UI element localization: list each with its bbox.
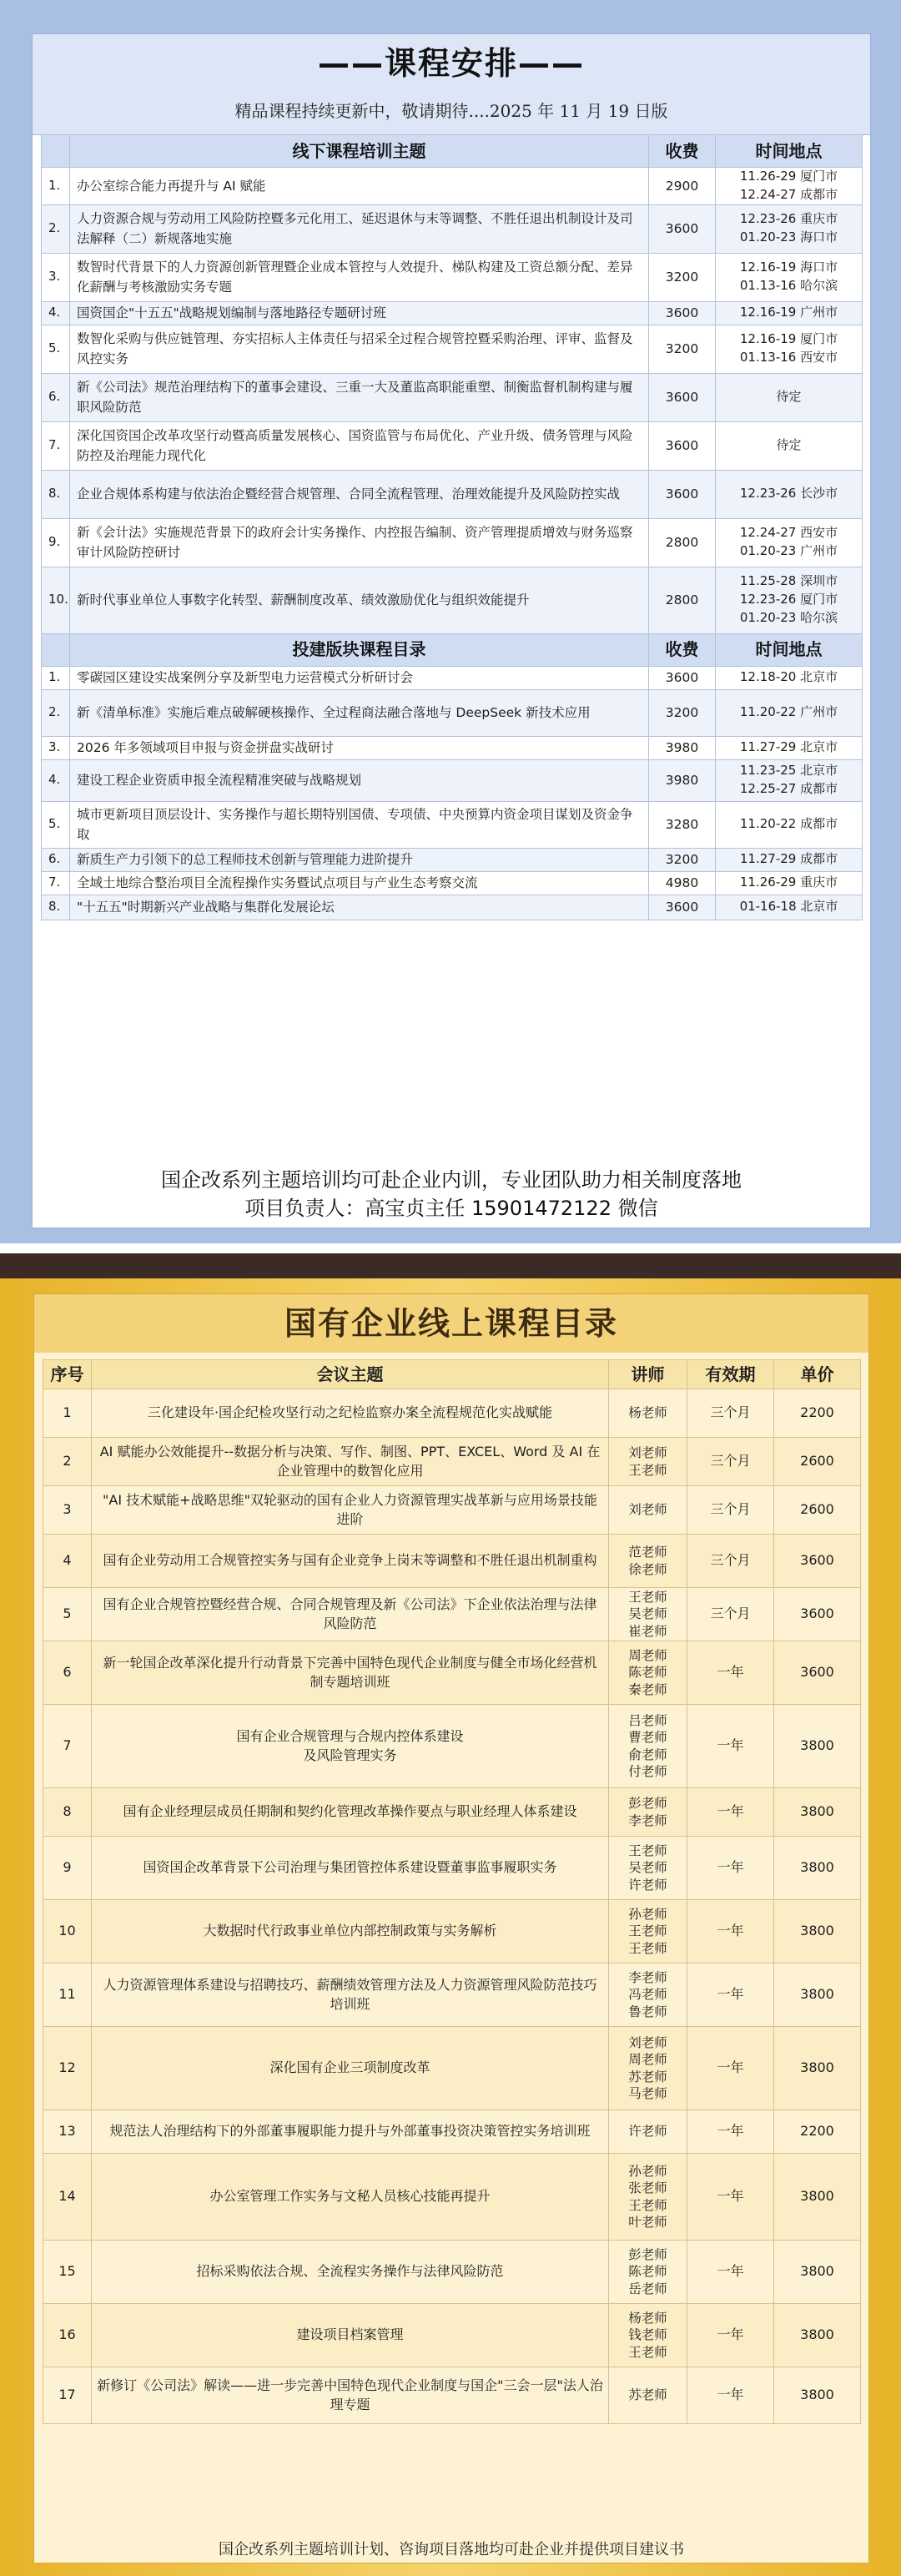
course-topic: 人力资源合规与劳动用工风险防控暨多元化用工、延迟退休与末等调整、不胜任退出机制设计及司法解释（二）新规落地实施 (70, 204, 649, 253)
course-fee: 3600 (649, 421, 716, 470)
online-lecturer: 周老师 陈老师 秦老师 (609, 1641, 687, 1705)
course-fee: 3280 (649, 801, 716, 848)
header-no: 序号 (43, 1360, 92, 1389)
online-price: 2600 (774, 1486, 861, 1535)
online-number: 9 (43, 1837, 92, 1900)
online-validity: 一年 (687, 1964, 774, 2027)
online-topic: AI 赋能办公效能提升--数据分析与决策、写作、制图、PPT、EXCEL、Word 及 AI 在企业管理中的数智化应用 (92, 1438, 609, 1486)
header-topic: 会议主题 (92, 1360, 609, 1389)
course-fee: 3200 (649, 848, 716, 871)
online-lecturer: 刘老师 周老师 苏老师 马老师 (609, 2027, 687, 2110)
online-topic: 国有企业经理层成员任期制和契约化管理改革操作要点与职业经理人体系建设 (92, 1788, 609, 1837)
online-price: 3800 (774, 2304, 861, 2367)
online-topic: 规范法人治理结构下的外部董事履职能力提升与外部董事投资决策管控实务培训班 (92, 2110, 609, 2154)
header-topic: 线下课程培训主题 (70, 135, 649, 168)
schedule-panel (0, 0, 901, 1243)
online-number: 1 (43, 1389, 92, 1438)
course-time-place: 11.25-28 深圳市 12.23-26 厦门市 01.20-23 哈尔滨 (716, 567, 863, 633)
online-price: 2200 (774, 1389, 861, 1438)
course-row[interactable] (42, 421, 863, 470)
online-topic: 三化建设年·国企纪检攻坚行动之纪检监察办案全流程规范化实战赋能 (92, 1389, 609, 1438)
course-topic: 深化国资国企改革攻坚行动暨高质量发展核心、国资监管与布局优化、产业升级、债务管理与风险防控及治理能力现代化 (70, 421, 649, 470)
course-topic: "十五五"时期新兴产业战略与集群化发展论坛 (70, 895, 649, 920)
online-validity: 三个月 (687, 1486, 774, 1535)
course-row[interactable] (42, 567, 863, 633)
course-fee: 2800 (649, 567, 716, 633)
online-row[interactable] (43, 1588, 861, 1641)
online-lecturer: 许老师 (609, 2110, 687, 2154)
online-lecturer: 彭老师 李老师 (609, 1788, 687, 1837)
course-number: 3. (42, 253, 70, 301)
online-number: 13 (43, 2110, 92, 2154)
course-row[interactable] (42, 301, 863, 325)
course-row[interactable] (42, 325, 863, 373)
online-price: 3800 (774, 1788, 861, 1837)
course-topic: 城市更新项目顶层设计、实务操作与超长期特别国债、专项债、中央预算内资金项目谋划及资金争取 (70, 801, 649, 848)
course-fee: 2900 (649, 168, 716, 205)
online-lecturer: 苏老师 (609, 2367, 687, 2424)
course-row[interactable] (42, 373, 863, 421)
course-number: 7. (42, 421, 70, 470)
online-row[interactable] (43, 2110, 861, 2154)
header-lecturer: 讲师 (609, 1360, 687, 1389)
course-time-place: 12.24-27 西安市 01.20-23 广州市 (716, 518, 863, 567)
course-fee: 3600 (649, 666, 716, 689)
online-lecturer: 刘老师 王老师 (609, 1438, 687, 1486)
online-topic: 招标采购依法合规、全流程实务操作与法律风险防范 (92, 2241, 609, 2304)
online-validity: 三个月 (687, 1438, 774, 1486)
course-time-place: 12.23-26 重庆市 01.20-23 海口市 (716, 204, 863, 253)
online-lecturer: 杨老师 钱老师 王老师 (609, 2304, 687, 2367)
course-fee: 3980 (649, 759, 716, 801)
online-price: 2200 (774, 2110, 861, 2154)
course-row[interactable] (42, 666, 863, 689)
header-blank (42, 135, 70, 168)
course-row[interactable] (42, 895, 863, 920)
online-row[interactable] (43, 1535, 861, 1588)
course-row[interactable] (42, 871, 863, 895)
course-topic: 企业合规体系构建与依法治企暨经营合规管理、合同全流程管理、治理效能提升及风险防控实战 (70, 470, 649, 518)
course-topic: 国资国企"十五五"战略规划编制与落地路径专题研讨班 (70, 301, 649, 325)
schedule-subtitle: 精品课程持续更新中，敬请期待....2025 年 11 月 19 日版 (234, 101, 668, 121)
course-number: 10. (42, 567, 70, 633)
online-validity: 一年 (687, 1900, 774, 1964)
course-number: 4. (42, 759, 70, 801)
course-fee: 4980 (649, 871, 716, 895)
course-topic: 新《清单标准》实施后难点破解硬核操作、全过程商法融合落地与 DeepSeek 新技术应用 (70, 689, 649, 736)
online-validity: 一年 (687, 1788, 774, 1837)
course-topic: 建设工程企业资质申报全流程精准突破与战略规划 (70, 759, 649, 801)
course-row[interactable] (42, 689, 863, 736)
online-number: 4 (43, 1535, 92, 1588)
online-price: 3600 (774, 1588, 861, 1641)
course-fee: 3600 (649, 204, 716, 253)
online-price: 3800 (774, 1900, 861, 1964)
course-time-place: 12.18-20 北京市 (716, 666, 863, 689)
online-row[interactable] (43, 1438, 861, 1486)
online-price: 3800 (774, 1837, 861, 1900)
online-price: 3800 (774, 2241, 861, 2304)
course-time-place: 11.20-22 成都市 (716, 801, 863, 848)
course-time-place: 12.16-19 广州市 (716, 301, 863, 325)
course-time-place: 待定 (716, 373, 863, 421)
online-number: 2 (43, 1438, 92, 1486)
online-lecturer: 李老师 冯老师 鲁老师 (609, 1964, 687, 2027)
online-lecturer: 吕老师 曹老师 俞老师 付老师 (609, 1705, 687, 1788)
online-topic: 办公室管理工作实务与文秘人员核心技能再提升 (92, 2154, 609, 2241)
online-topic: 国有企业劳动用工合规管控实务与国有企业竞争上岗末等调整和不胜任退出机制重构 (92, 1535, 609, 1588)
course-fee: 3200 (649, 253, 716, 301)
online-topic: 深化国有企业三项制度改革 (92, 2027, 609, 2110)
online-number: 6 (43, 1641, 92, 1705)
online-number: 11 (43, 1964, 92, 2027)
course-number: 5. (42, 801, 70, 848)
course-time-place: 12.16-19 厦门市 01.13-16 西安市 (716, 325, 863, 373)
online-row[interactable] (43, 2241, 861, 2304)
course-row[interactable] (42, 848, 863, 871)
course-topic: 新《公司法》规范治理结构下的董事会建设、三重一大及董监高职能重塑、制衡监督机制构建与履职风险防范 (70, 373, 649, 421)
online-panel (0, 1253, 901, 2576)
course-row[interactable] (42, 470, 863, 518)
online-lecturer: 刘老师 (609, 1486, 687, 1535)
online-validity: 一年 (687, 1837, 774, 1900)
course-row[interactable] (42, 518, 863, 567)
online-validity: 一年 (687, 2027, 774, 2110)
online-lecturer: 范老师 徐老师 (609, 1535, 687, 1588)
online-topic: 新修订《公司法》解读——进一步完善中国特色现代企业制度与国企"三会一层"法人治理专题 (92, 2367, 609, 2424)
schedule-header-band (33, 34, 870, 135)
online-row[interactable] (43, 1788, 861, 1837)
course-topic: 数智时代背景下的人力资源创新管理暨企业成本管控与人效提升、梯队构建及工资总额分配、差异化薪酬与考核激励实务专题 (70, 253, 649, 301)
course-topic: 数智化采购与供应链管理、夯实招标人主体责任与招采全过程合规管控暨采购治理、评审、监督及风控实务 (70, 325, 649, 373)
online-row[interactable] (43, 1641, 861, 1705)
online-price: 2600 (774, 1438, 861, 1486)
online-number: 7 (43, 1705, 92, 1788)
course-time-place: 11.26-29 厦门市 12.24-27 成都市 (716, 168, 863, 205)
online-price: 3800 (774, 2027, 861, 2110)
course-fee: 3600 (649, 470, 716, 518)
header-blank (42, 633, 70, 666)
online-topic: 国有企业合规管理与合规内控体系建设 及风险管理实务 (92, 1705, 609, 1788)
online-card (33, 1293, 869, 2563)
online-topic: 国资国企改革背景下公司治理与集团管控体系建设暨董事监事履职实务 (92, 1837, 609, 1900)
course-time-place: 11.23-25 北京市 12.25-27 成都市 (716, 759, 863, 801)
course-fee: 3200 (649, 325, 716, 373)
header-time-place: 时间地点 (716, 633, 863, 666)
course-time-place: 11.26-29 重庆市 (716, 871, 863, 895)
online-number: 3 (43, 1486, 92, 1535)
header-time-place: 时间地点 (716, 135, 863, 168)
online-row[interactable] (43, 1900, 861, 1964)
course-time-place: 01-16-18 北京市 (716, 895, 863, 920)
online-validity: 一年 (687, 2154, 774, 2241)
online-number: 8 (43, 1788, 92, 1837)
course-number: 1. (42, 168, 70, 205)
offline-table-header (42, 135, 863, 168)
online-lecturer: 孙老师 张老师 王老师 叶老师 (609, 2154, 687, 2241)
online-row[interactable] (43, 2367, 861, 2424)
schedule-card (32, 33, 871, 1228)
course-fee: 3200 (649, 689, 716, 736)
online-title: 国有企业线上课程目录 (284, 1305, 618, 1342)
online-number: 14 (43, 2154, 92, 2241)
online-title-band (34, 1294, 868, 1353)
online-lecturer: 王老师 吴老师 许老师 (609, 1837, 687, 1900)
online-validity: 三个月 (687, 1588, 774, 1641)
online-price: 3800 (774, 2154, 861, 2241)
online-lecturer: 彭老师 陈老师 岳老师 (609, 2241, 687, 2304)
online-number: 17 (43, 2367, 92, 2424)
schedule-title: ——课程安排—— (317, 45, 585, 82)
panel-divider (0, 1243, 901, 1253)
course-topic: 新质生产力引领下的总工程师技术创新与管理能力进阶提升 (70, 848, 649, 871)
online-row[interactable] (43, 1705, 861, 1788)
course-number: 7. (42, 871, 70, 895)
course-number: 6. (42, 848, 70, 871)
course-fee: 3600 (649, 373, 716, 421)
course-row[interactable] (42, 759, 863, 801)
online-number: 16 (43, 2304, 92, 2367)
online-lecturer: 孙老师 王老师 王老师 (609, 1900, 687, 1964)
online-validity: 一年 (687, 1641, 774, 1705)
course-topic: 办公室综合能力再提升与 AI 赋能 (70, 168, 649, 205)
course-time-place: 待定 (716, 421, 863, 470)
course-fee: 3600 (649, 301, 716, 325)
course-time-place: 11.27-29 成都市 (716, 848, 863, 871)
schedule-footer-contact: 项目负责人：高宝贞主任 15901472122 微信 (244, 1197, 658, 1220)
course-fee: 2800 (649, 518, 716, 567)
online-price: 3600 (774, 1535, 861, 1588)
online-topic: 大数据时代行政事业单位内部控制政策与实务解析 (92, 1900, 609, 1964)
course-number: 4. (42, 301, 70, 325)
course-number: 1. (42, 666, 70, 689)
online-row[interactable] (43, 1837, 861, 1900)
course-time-place: 12.16-19 海口市 01.13-16 哈尔滨 (716, 253, 863, 301)
course-topic: 新《会计法》实施规范背景下的政府会计实务操作、内控报告编制、资产管理提质增效与财务巡察审计风险防控研讨 (70, 518, 649, 567)
header-validity: 有效期 (687, 1360, 774, 1389)
online-validity: 一年 (687, 2367, 774, 2424)
offline-course-table (41, 134, 863, 920)
online-top-bar (0, 1253, 901, 1278)
online-price: 3800 (774, 2367, 861, 2424)
online-validity: 一年 (687, 1705, 774, 1788)
course-row[interactable] (42, 168, 863, 205)
course-topic: 零碳园区建设实战案例分享及新型电力运营模式分析研讨会 (70, 666, 649, 689)
course-time-place: 11.27-29 北京市 (716, 736, 863, 759)
online-footer: 国企改系列主题培训计划、咨询项目落地均可赴企业并提供项目建议书 (219, 2541, 684, 2558)
online-table-header (43, 1360, 861, 1389)
course-row[interactable] (42, 801, 863, 848)
online-topic: 人力资源管理体系建设与招聘技巧、薪酬绩效管理方法及人力资源管理风险防范技巧培训班 (92, 1964, 609, 2027)
online-row[interactable] (43, 1389, 861, 1438)
course-number: 5. (42, 325, 70, 373)
online-row[interactable] (43, 2027, 861, 2110)
online-price: 3600 (774, 1641, 861, 1705)
online-validity: 一年 (687, 2110, 774, 2154)
online-course-table (43, 1359, 861, 2424)
online-topic: 新一轮国企改革深化提升行动背景下完善中国特色现代企业制度与健全市场化经营机制专题培训班 (92, 1641, 609, 1705)
online-topic: 建设项目档案管理 (92, 2304, 609, 2367)
course-fee: 3980 (649, 736, 716, 759)
schedule-footer-line1: 国企改系列主题培训均可赴企业内训，专业团队助力相关制度落地 (161, 1168, 742, 1192)
online-number: 5 (43, 1588, 92, 1641)
course-topic: 全域土地综合整治项目全流程操作实务暨试点项目与产业生态考察交流 (70, 871, 649, 895)
online-topic: "AI 技术赋能+战略思维"双轮驱动的国有企业人力资源管理实战革新与应用场景技能进阶 (92, 1486, 609, 1535)
online-lecturer: 王老师 吴老师 崔老师 (609, 1588, 687, 1641)
online-validity: 三个月 (687, 1535, 774, 1588)
online-number: 15 (43, 2241, 92, 2304)
online-row[interactable] (43, 1964, 861, 2027)
online-number: 10 (43, 1900, 92, 1964)
course-number: 6. (42, 373, 70, 421)
course-number: 2. (42, 689, 70, 736)
online-price: 3800 (774, 1705, 861, 1788)
course-topic: 2026 年多领域项目申报与资金拼盘实战研讨 (70, 736, 649, 759)
course-row[interactable] (42, 736, 863, 759)
course-row[interactable] (42, 204, 863, 253)
header-fee: 收费 (649, 633, 716, 666)
online-number: 12 (43, 2027, 92, 2110)
online-topic: 国有企业合规管控暨经营合规、合同合规管理及新《公司法》下企业依法治理与法律风险防范 (92, 1588, 609, 1641)
online-validity: 一年 (687, 2304, 774, 2367)
course-row[interactable] (42, 253, 863, 301)
online-row[interactable] (43, 1486, 861, 1535)
course-number: 9. (42, 518, 70, 567)
online-lecturer: 杨老师 (609, 1389, 687, 1438)
online-validity: 三个月 (687, 1389, 774, 1438)
invest-table-header (42, 633, 863, 666)
course-number: 8. (42, 470, 70, 518)
online-validity: 一年 (687, 2241, 774, 2304)
online-row[interactable] (43, 2154, 861, 2241)
course-topic: 新时代事业单位人事数字化转型、薪酬制度改革、绩效激励优化与组织效能提升 (70, 567, 649, 633)
course-time-place: 11.20-22 广州市 (716, 689, 863, 736)
course-number: 3. (42, 736, 70, 759)
header-fee: 收费 (649, 135, 716, 168)
course-time-place: 12.23-26 长沙市 (716, 470, 863, 518)
course-number: 8. (42, 895, 70, 920)
online-price: 3800 (774, 1964, 861, 2027)
header-price: 单价 (774, 1360, 861, 1389)
course-number: 2. (42, 204, 70, 253)
course-fee: 3600 (649, 895, 716, 920)
online-row[interactable] (43, 2304, 861, 2367)
header-topic: 投建版块课程目录 (70, 633, 649, 666)
